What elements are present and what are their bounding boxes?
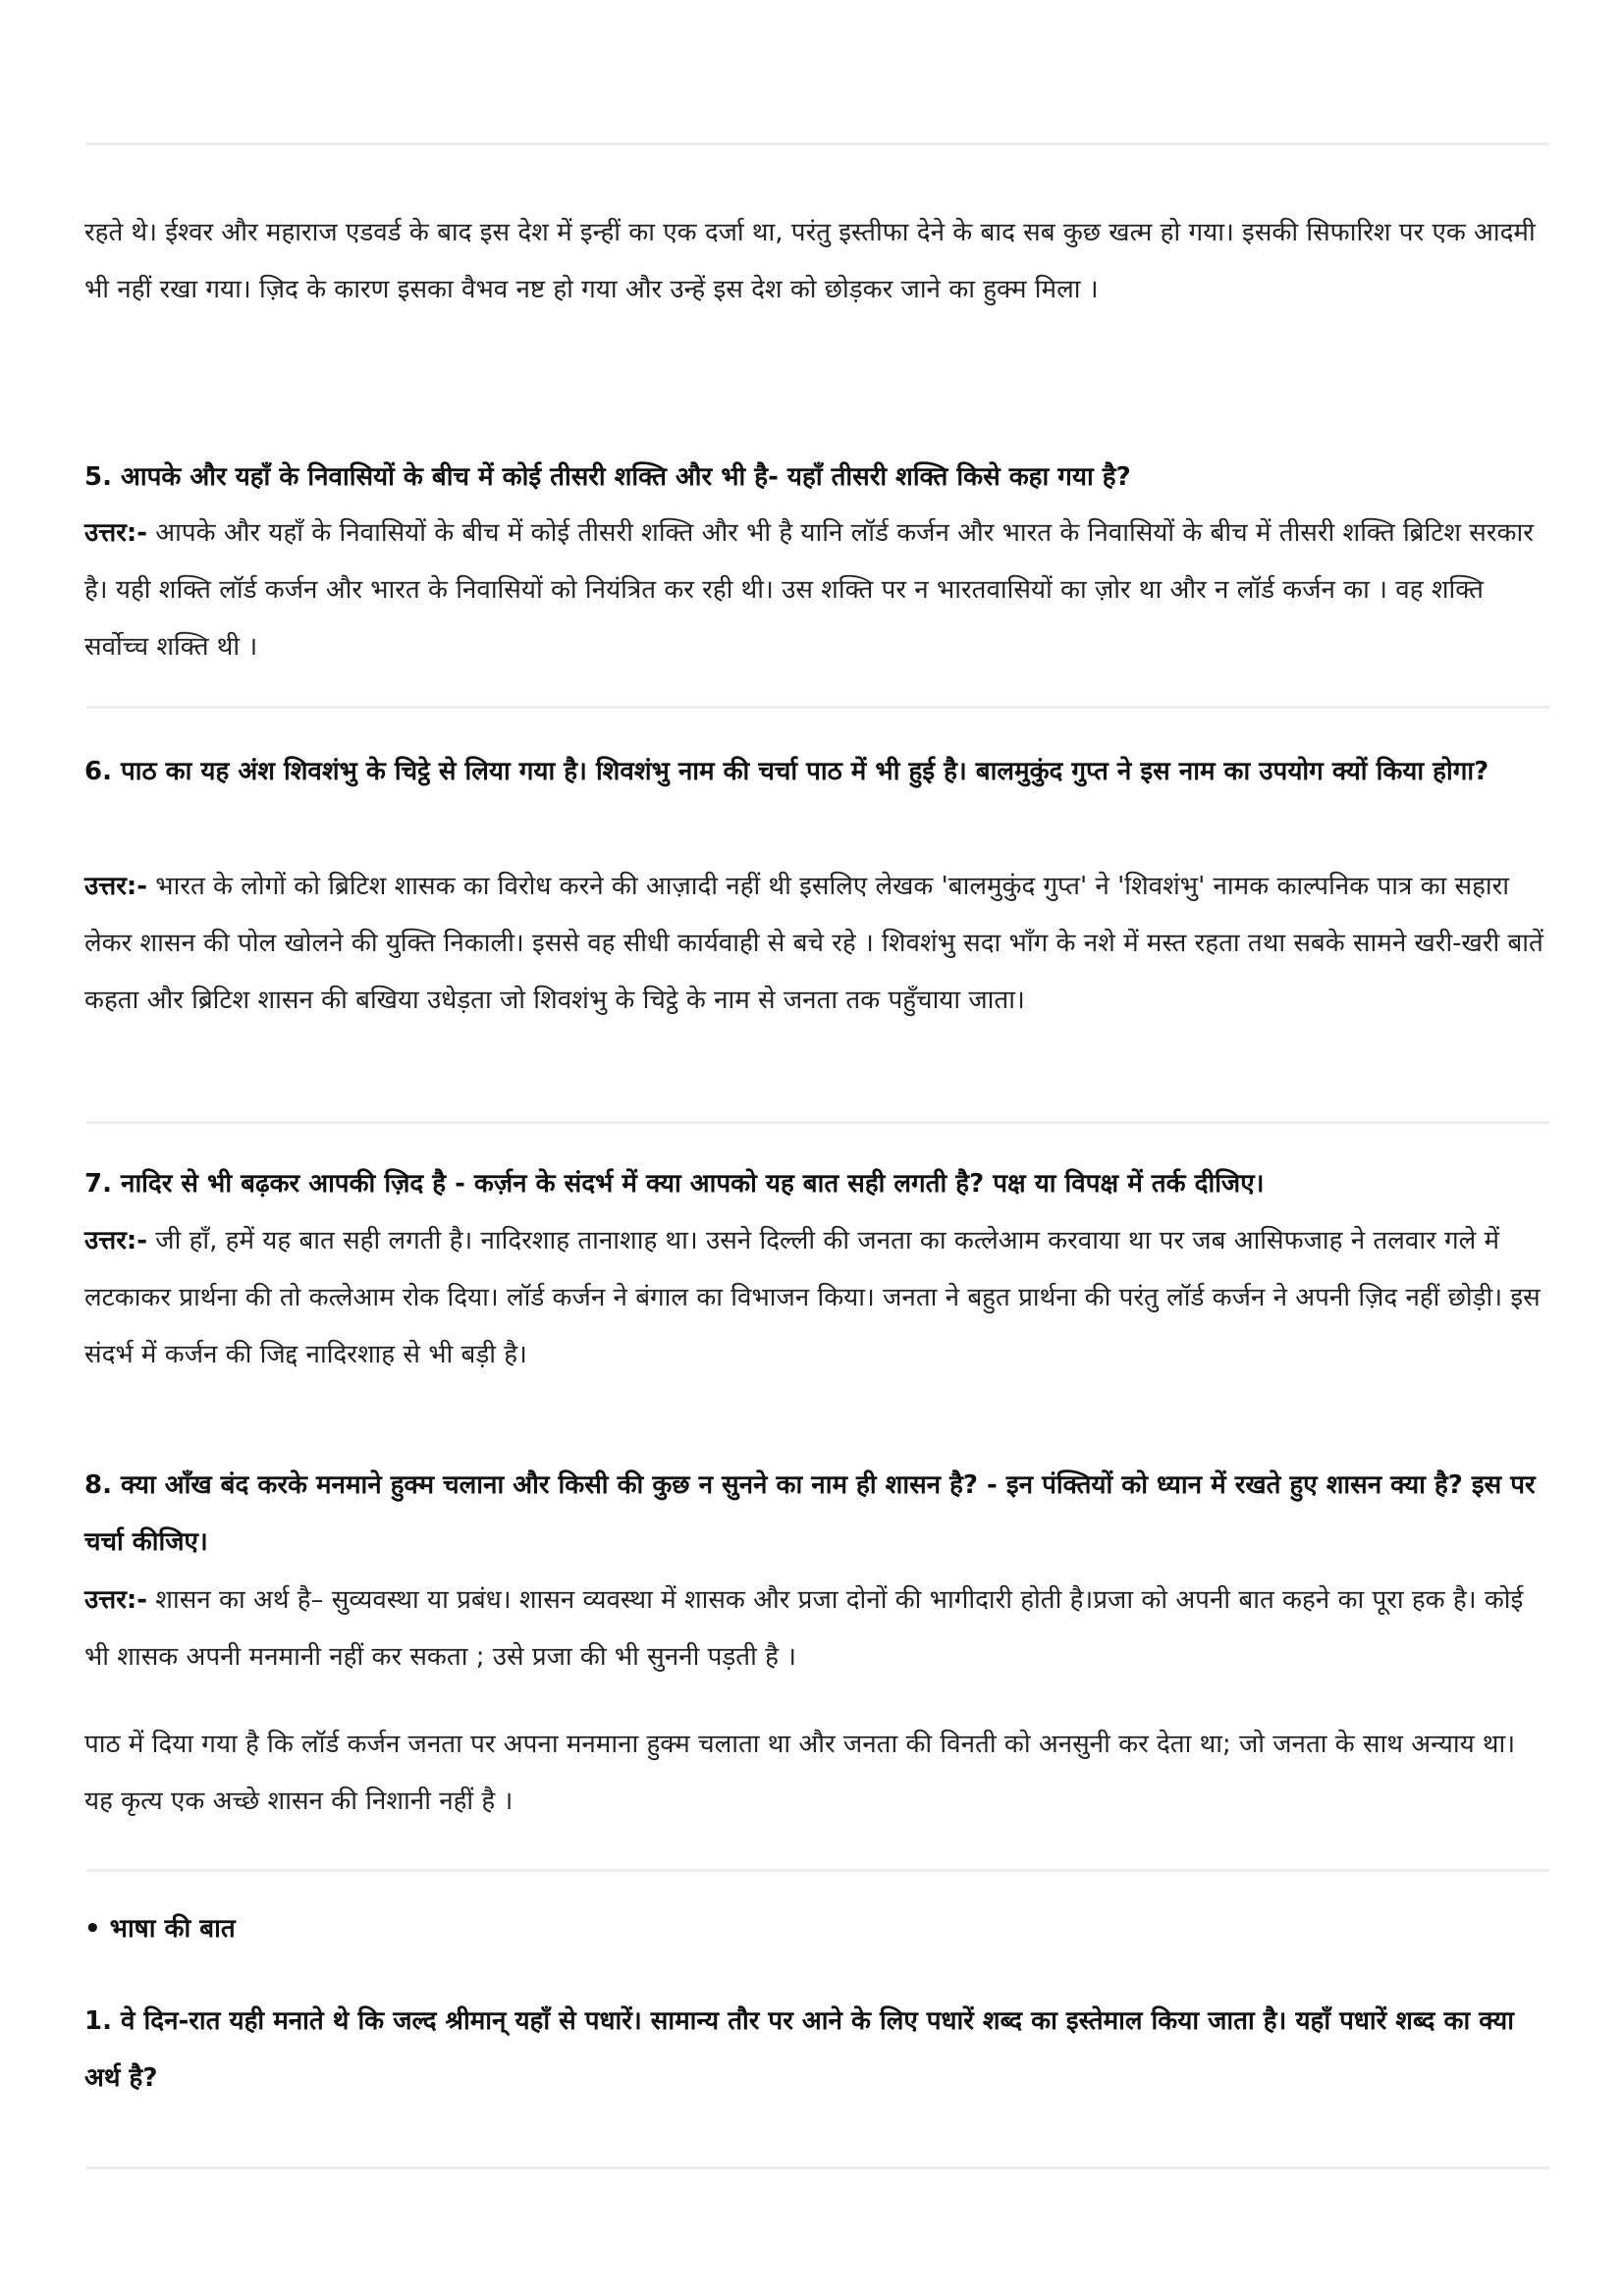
question-5: 5. आपके और यहाँ के निवासियों के बीच में कोई तीसरी शक्ति और भी है- यहाँ तीसरी शक्ति किसे कहा गया है?: [84, 462, 1131, 492]
language-question-1: 1. वे दिन-रात यही मनाते थे कि जल्द श्रीमान् यहाँ से पधारें। सामान्य तौर पर आने के लिए पधारें शब्द का इस्तेमाल किया जाता है। यहाँ पधारें शब्द का क्या अर्थ है?: [84, 2006, 1514, 2093]
section-heading: • भाषा की बात: [84, 1914, 236, 1944]
question-8: 8. क्या आँख बंद करके मनमाने हुक्म चलाना और किसी की कुछ न सुनने का नाम ही शासन है? - इन पंक्तियों को ध्यान में रखते हुए शासन क्या है? इस पर चर्चा कीजिए।: [84, 1470, 1536, 1557]
divider: [86, 1121, 1549, 1124]
answer-label: उत्तर:-: [84, 1585, 148, 1615]
answer-text: शासन का अर्थ है– सुव्यवस्था या प्रबंध। शासन व्यवस्था में शासक और प्रजा दोनों की भागीदारी होती है।प्रजा को अपनी बात कहने का पूरा हक है। कोई भी शासक अपनी मनमानी नहीं कर सकता ; उसे प्रजा की भी सुननी पड़ती है ।: [84, 1585, 1524, 1672]
answer-7: [84, 1212, 1547, 1383]
divider: [86, 1869, 1549, 1872]
answer-8-extra: पाठ में दिया गया है कि लॉर्ड कर्जन जनता पर अपना मनमाना हुक्म चलाता था और जनता की विनती को अनसुनी कर देता था; जो जनता के साथ अन्याय था। यह कृत्य एक अच्छे शासन की निशानी नहीं है ।: [84, 1730, 1516, 1816]
answer-text: जी हाँ, हमें यह बात सही लगती है। नादिरशाह तानाशाह था। उसने दिल्ली की जनता का कत्लेआम करवाया था पर जब आसिफजाह ने तलवार गले में लटकाकर प्रार्थना की तो कत्लेआम रोक दिया। लॉर्ड कर्जन ने बंगाल का विभाजन किया। जनता ने बहुत प्रार्थना की परंतु लॉर्ड कर्जन ने अपनी ज़िद नहीं छोड़ी। इस संदर्भ में कर्जन की जिद्द नादिरशाह से भी बड़ी है।: [84, 1226, 1541, 1369]
answer-5: [84, 505, 1547, 675]
answer-label: उत्तर:-: [84, 1226, 148, 1255]
answer-text: आपके और यहाँ के निवासियों के बीच में कोई तीसरी शक्ति और भी है यानि लॉर्ड कर्जन और भारत के निवासियों के बीच में तीसरी शक्ति ब्रिटिश सरकार है। यही शक्ति लॉर्ड कर्जन और भारत के निवासियों को नियंत्रित कर रही थी। उस शक्ति पर न भारतवासियों का ज़ोर था और न लॉर्ड कर्जन का । वह शक्ति सर्वोच्च शक्ति थी ।: [84, 518, 1534, 662]
question-7: 7. नादिर से भी बढ़कर आपकी ज़िद है - कर्ज़न के संदर्भ में क्या आपको यह बात सही लगती है? पक्ष या विपक्ष में तर्क दीजिए।: [84, 1169, 1265, 1199]
divider: [86, 706, 1549, 709]
answer-8: [84, 1572, 1547, 1685]
answer-label: उत्तर:-: [84, 518, 148, 548]
answer-label: उत्तर:-: [84, 872, 148, 901]
intro-paragraph: रहते थे। ईश्वर और महाराज एडवर्ड के बाद इस देश में इन्हीं का एक दर्जा था, परंतु इस्तीफा देने के बाद सब कुछ खत्म हो गया। इसकी सिफारिश पर एक आदमी भी नहीं रखा गया। ज़िद के कारण इसका वैभव नष्ट हो गया और उन्हें इस देश को छोड़कर जाने का हुक्म मिला ।: [84, 218, 1536, 304]
divider: [86, 142, 1549, 145]
answer-text: भारत के लोगों को ब्रिटिश शासक का विरोध करने की आज़ादी नहीं थी इसलिए लेखक 'बालमुकुंद गुप्त' ने 'शिवशंभु' नामक काल्पनिक पात्र का सहारा लेकर शासन की पोल खोलने की युक्ति निकाली। इससे वह सीधी कार्यवाही से बचे रहे । शिवशंभु सदा भाँग के नशे में मस्त रहता तथा सबके सामने खरी-खरी बातें कहता और ब्रिटिश शासन की बखिया उधेड़ता जो शिवशंभु के चिट्ठे के नाम से जनता तक पहुँचाया जाता।: [84, 872, 1543, 1015]
question-6: 6. पाठ का यह अंश शिवशंभु के चिट्ठे से लिया गया है। शिवशंभु नाम की चर्चा पाठ में भी हुई है। बालमुकुंद गुप्त ने इस नाम का उपयोग क्यों किया होगा?: [84, 757, 1489, 786]
divider: [86, 2166, 1549, 2169]
answer-6: [84, 858, 1547, 1029]
